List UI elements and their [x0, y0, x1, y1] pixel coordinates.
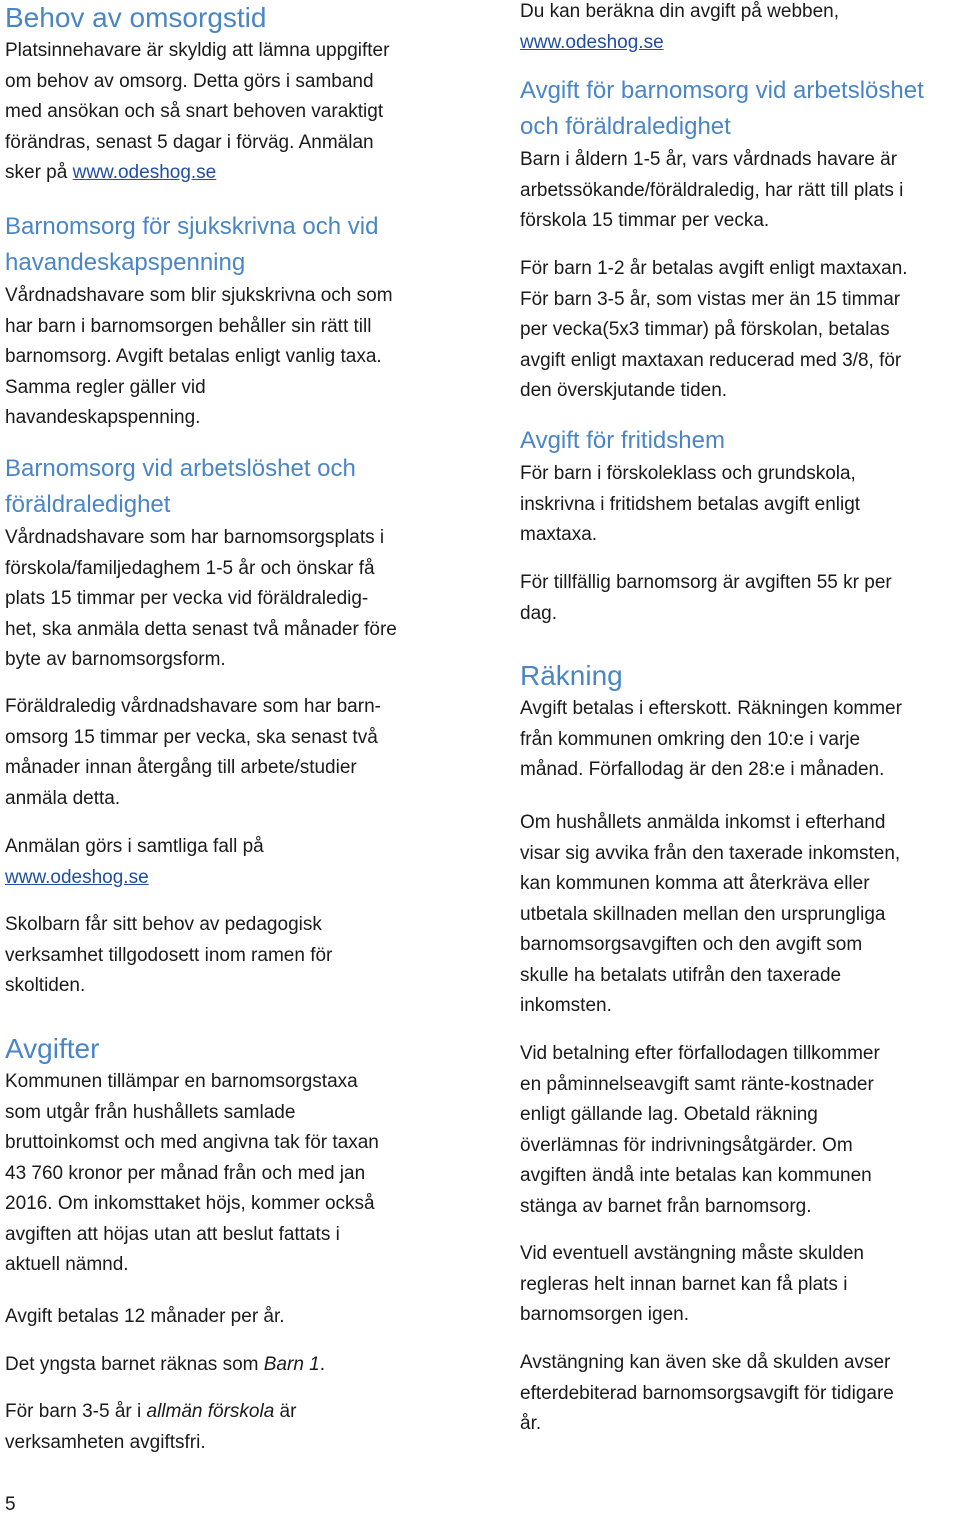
- text-line: [5, 1350, 460, 1381]
- text-line: byte av barnomsorgsform.: [5, 649, 226, 670]
- text-line: För tillfällig barnomsorg är avgiften 55 kr per: [520, 572, 892, 593]
- text-line: maxtaxa.: [520, 524, 598, 545]
- text-line: anmäla detta.: [5, 787, 121, 809]
- text-line: har barn i barnomsorgen behåller sin rätt till: [5, 315, 372, 337]
- emphasis-allman-forskola: allmän förskola: [146, 1401, 275, 1422]
- heading-behov-av-omsorgstid: Behov av omsorgstid: [5, 2, 267, 33]
- text-line: som utgår från hushållets samlade: [5, 1101, 296, 1123]
- heading-avgift-arbetsloshet-line-1: Avgift för barnomsorg vid arbetslöshet: [520, 77, 924, 104]
- text-line: Skolbarn får sitt behov av pedagogisk: [5, 914, 322, 935]
- text-line: Avgift betalas i efterskott. Räkningen kommer: [520, 698, 902, 719]
- text-line: år.: [520, 1413, 542, 1434]
- heading-arbetsloshet-line-1: Barnomsorg vid arbetslöshet och: [5, 455, 356, 482]
- text-line: den överskjutande tiden.: [520, 380, 728, 401]
- text-line: Vårdnadshavare som blir sjukskrivna och som: [5, 285, 393, 306]
- text-line: inkomsten.: [520, 995, 612, 1016]
- text-line: förskola 15 timmar per vecka.: [520, 210, 770, 231]
- paragraph-allman-forskola: [5, 1397, 460, 1458]
- text-line: skulle ha betalats utifrån den taxerade: [520, 964, 842, 986]
- paragraph-avstangning: [520, 1239, 958, 1331]
- text-line: arbetssökande/föräldraledig, har rätt till plats i: [520, 179, 904, 201]
- text-line: Om hushållets anmälda inkomst i efterhand: [520, 812, 886, 833]
- text-line: Vid betalning efter förfallodagen tillkommer: [520, 1043, 880, 1064]
- paragraph-foraldraledig: [5, 692, 460, 814]
- text-line: barnomsorgsavgiften och den avgift som: [520, 934, 863, 955]
- heading-avgift-arbetsloshet-line-2: och föräldraledighet: [520, 113, 731, 140]
- paragraph-inkomst-efterhand: [520, 808, 958, 1022]
- text-line: För barn 1-2 år betalas avgift enligt maxtaxan.: [520, 258, 908, 279]
- text-line: verksamhet tillgodosett inom ramen för: [5, 944, 333, 966]
- text-line: Avstängning kan även ske då skulden avser: [520, 1352, 891, 1373]
- text-line: omsorg 15 timmar per vecka, ska senast två: [5, 726, 378, 748]
- page-number: 5: [5, 1494, 16, 1515]
- text-line: 43 760 kronor per månad från och med jan: [5, 1162, 366, 1184]
- heading-avgifter: Avgifter: [5, 1033, 100, 1064]
- text-line: Samma regler gäller vid: [5, 376, 206, 398]
- text-line: med ansökan och så snart behoven varaktigt: [5, 101, 384, 122]
- paragraph-forfallodagen: [520, 1039, 958, 1222]
- paragraph-yngsta-barnet: [5, 1350, 460, 1381]
- heading-sjukskrivna-line-2: havandeskapspenning: [5, 249, 246, 276]
- text-line: förskola/familjedaghem 1-5 år och önskar få: [5, 557, 375, 579]
- paragraph-12-manader: [5, 1302, 460, 1333]
- text-line: verksamheten avgiftsfri.: [5, 1431, 206, 1453]
- heading-arbetsloshet-line-2: föräldraledighet: [5, 491, 171, 518]
- heading-avgift-fritidshem: Avgift för fritidshem: [520, 427, 725, 454]
- text-line: avgiften ändå inte betalas kan kommunen: [520, 1165, 872, 1186]
- text-line: från kommunen omkring den 10:e i varje: [520, 728, 861, 750]
- text-line: 2016. Om inkomsttaket höjs, kommer också: [5, 1193, 375, 1214]
- text-line: om behov av omsorg. Detta görs i samband: [5, 70, 374, 92]
- section-behov-av-omsorgstid: [5, 0, 460, 189]
- text-line: regleras helt innan barnet kan få plats i: [520, 1273, 848, 1295]
- section-avgift-arbetsloshet: [520, 73, 958, 237]
- paragraph-maxtaxan: [520, 254, 958, 407]
- heading-rakning: Räkning: [520, 660, 623, 691]
- text-fragment: .: [319, 1354, 326, 1375]
- text-line: per vecka(5x3 timmar) på förskolan, betalas: [520, 319, 890, 340]
- text-line: utbetala skillnaden mellan den ursprungliga: [520, 903, 886, 925]
- text-line: Platsinnehavare är skyldig att lämna uppgifter: [5, 40, 390, 61]
- text-fragment: För barn 3-5 år i: [5, 1401, 147, 1422]
- text-line: För barn 3-5 år, som vistas mer än 15 timmar: [520, 288, 901, 310]
- text-line: förändras, senast 5 dagar i förväg. Anmälan: [5, 131, 374, 153]
- text-line: Vårdnadshavare som har barnomsorgsplats i: [5, 527, 385, 548]
- text-line: Avgift betalas 12 månader per år.: [5, 1306, 285, 1327]
- text-line: en påminnelseavgift samt ränte-kostnader: [520, 1073, 874, 1095]
- paragraph-efterdebiterad: [520, 1348, 958, 1440]
- paragraph-berakna-avgift: [520, 0, 958, 58]
- paragraph-skolbarn: [5, 910, 460, 1002]
- text-line: [5, 1397, 460, 1428]
- text-fragment: sker på: [5, 162, 73, 183]
- text-line: Föräldraledig vårdnadshavare som har barn-: [5, 696, 381, 717]
- text-line: enligt gällande lag. Obetald räkning: [520, 1104, 818, 1125]
- text-line: Anmälan görs i samtliga fall på: [5, 836, 264, 857]
- text-line: avgiften att höjas utan att beslut fattats i: [5, 1223, 340, 1245]
- text-line: aktuell nämnd.: [5, 1254, 129, 1275]
- text-fragment: Det yngsta barnet räknas som: [5, 1354, 264, 1375]
- text-line: het, ska anmäla detta senast två månader före: [5, 618, 397, 640]
- text-line: dag.: [520, 602, 557, 624]
- emphasis-barn-1: Barn 1: [263, 1354, 320, 1375]
- text-line: överlämnas för indrivningsåtgärder. Om: [520, 1134, 853, 1156]
- text-line: barnomsorgen igen.: [520, 1304, 689, 1325]
- text-line: månader innan återgång till arbete/studier: [5, 757, 357, 778]
- text-line: månad. Förfallodag är den 28:e i månaden.: [520, 759, 885, 780]
- text-line: efterdebiterad barnomsorgsavgift för tidigare: [520, 1382, 894, 1404]
- text-fragment: är: [274, 1401, 297, 1422]
- text-line: [5, 158, 460, 189]
- text-line: För barn i förskoleklass och grundskola,: [520, 463, 856, 484]
- text-line: kan kommunen komma att återkräva eller: [520, 873, 870, 894]
- text-line: visar sig avvika från den taxerade inkomsten,: [520, 842, 901, 864]
- text-line: havandeskapspenning.: [5, 407, 201, 428]
- text-line: Kommunen tillämpar en barnomsorgstaxa: [5, 1071, 358, 1092]
- text-line: bruttoinkomst och med angivna tak för taxan: [5, 1132, 379, 1153]
- paragraph-tillfallig-barnomsorg: [520, 568, 958, 629]
- text-line: Du kan beräkna din avgift på webben,: [520, 1, 839, 22]
- odeshog-link[interactable]: www.odeshog.se: [5, 866, 149, 888]
- odeshog-link[interactable]: www.odeshog.se: [520, 31, 664, 53]
- paragraph-anmalan: [5, 832, 460, 893]
- text-line: inskrivna i fritidshem betalas avgift enligt: [520, 493, 861, 515]
- text-line: Vid eventuell avstängning måste skulden: [520, 1243, 864, 1264]
- section-avgift-fritidshem: [520, 423, 958, 551]
- heading-sjukskrivna-line-1: Barnomsorg för sjukskrivna och vid: [5, 213, 379, 240]
- text-line: Barn i åldern 1-5 år, vars vårdnads havare är: [520, 149, 898, 170]
- text-line: stänga av barnet från barnomsorg.: [520, 1195, 812, 1217]
- section-rakning: [520, 658, 958, 786]
- text-line: skoltiden.: [5, 975, 86, 996]
- text-line: avgift enligt maxtaxan reducerad med 3/8, för: [520, 349, 902, 371]
- text-line: plats 15 timmar per vecka vid föräldraledig-: [5, 588, 369, 609]
- odeshog-link[interactable]: www.odeshog.se: [72, 162, 217, 183]
- section-arbetsloshet: [5, 451, 460, 676]
- section-avgifter: [5, 1031, 460, 1281]
- section-sjukskrivna: [5, 209, 460, 434]
- text-line: barnomsorg. Avgift betalas enligt vanlig taxa.: [5, 346, 382, 367]
